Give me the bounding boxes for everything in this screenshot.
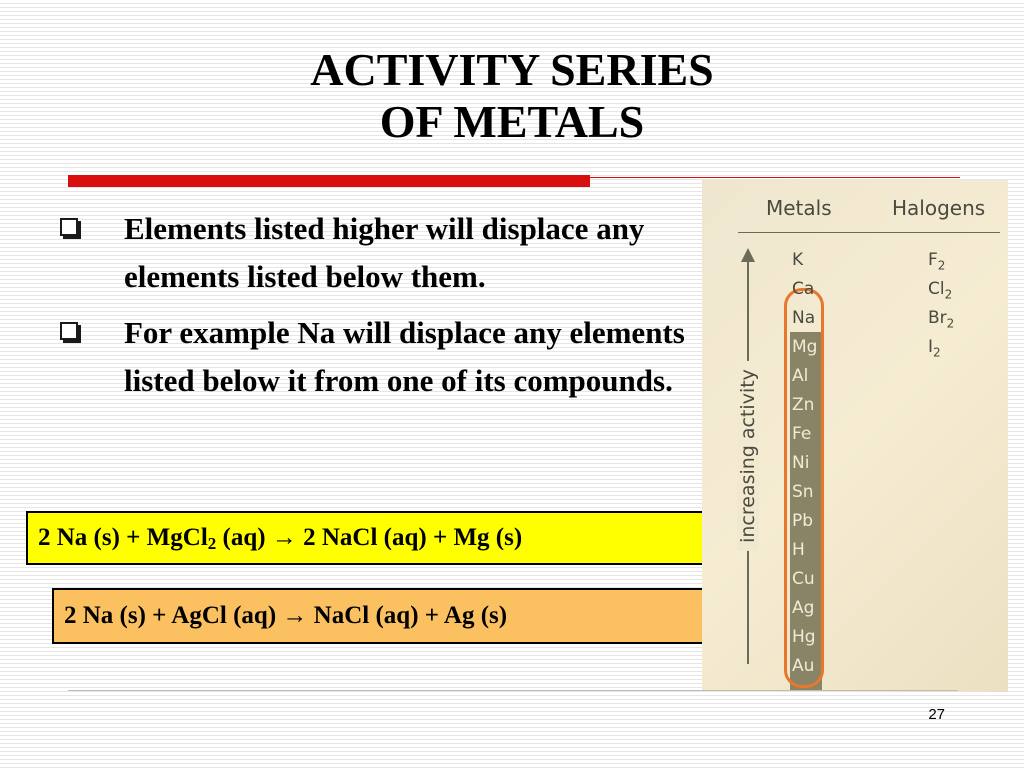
- arrow-up-icon: [741, 248, 755, 262]
- metal-item: Cu: [792, 569, 815, 589]
- eq2-left: 2 Na (s) + AgCl (aq): [64, 602, 283, 629]
- metals-list: [792, 246, 817, 681]
- metal-item: Mg: [792, 337, 818, 357]
- halogens-list: [928, 246, 954, 362]
- eq1-right: 2 NaCl (aq) + Mg (s): [296, 524, 523, 551]
- footer-rule: [68, 690, 958, 691]
- bullet-item: [56, 309, 706, 405]
- halogens-header: Halogens: [892, 196, 986, 220]
- metal-item: Al: [792, 366, 809, 386]
- halogen-symbol: Cl: [928, 279, 945, 299]
- halogen-item: [928, 275, 954, 304]
- metal-item: H: [792, 540, 805, 560]
- halogen-item: [928, 246, 954, 275]
- page-number: 27: [928, 706, 945, 723]
- title-underline-thick: [68, 175, 590, 187]
- metal-item: Zn: [792, 395, 815, 415]
- metal-item: Hg: [792, 627, 816, 647]
- bullet-text: For example Na will displace any elements listed below it from one of its compounds.: [124, 315, 685, 398]
- checkbox-bullet-icon: [60, 218, 78, 236]
- halogen-symbol: F: [928, 250, 938, 270]
- halogen-symbol: Br: [928, 308, 947, 328]
- activity-series-table-image: [702, 180, 1008, 692]
- halogen-item: [928, 304, 954, 333]
- reaction-arrow-icon: →: [271, 524, 297, 551]
- metal-item: Fe: [792, 424, 812, 444]
- eq1-mid: (aq): [216, 524, 272, 551]
- metal-item: Ni: [792, 453, 810, 473]
- title-line-2: OF METALS: [379, 96, 645, 147]
- metal-item: Sn: [792, 482, 814, 502]
- halogen-subscript: 2: [937, 258, 946, 273]
- metals-header: Metals: [766, 196, 832, 220]
- title-line-1: ACTIVITY SERIES: [310, 44, 714, 95]
- bullet-list: [56, 205, 706, 413]
- metal-item: Pb: [792, 511, 814, 531]
- table-header-rule: [738, 232, 1000, 233]
- halogen-subscript: 2: [946, 316, 955, 331]
- metal-item: Au: [792, 656, 815, 676]
- metal-item: K: [792, 250, 804, 270]
- eq1-subscript: 2: [207, 534, 217, 553]
- equation-box-agcl: [52, 588, 708, 644]
- title-underline-thin: [590, 177, 960, 178]
- eq1-left: 2 Na (s) + MgCl: [38, 524, 208, 551]
- equation-box-mgcl2: [26, 511, 732, 565]
- metal-item: Ca: [792, 279, 815, 299]
- metal-item: Na: [792, 308, 816, 328]
- reaction-arrow-icon: →: [282, 602, 308, 629]
- halogen-subscript: 2: [933, 345, 941, 360]
- eq2-right: NaCl (aq) + Ag (s): [307, 602, 508, 629]
- halogen-symbol: I: [928, 337, 934, 357]
- halogen-subscript: 2: [944, 287, 953, 302]
- slide-title: [0, 44, 1024, 148]
- halogen-item: [928, 333, 954, 362]
- metal-item: Ag: [792, 598, 815, 618]
- checkbox-bullet-icon: [60, 322, 78, 340]
- bullet-item: [56, 205, 706, 301]
- bullet-text: Elements listed higher will displace any elements listed below them.: [124, 211, 645, 294]
- axis-label-text: increasing activity: [737, 361, 759, 551]
